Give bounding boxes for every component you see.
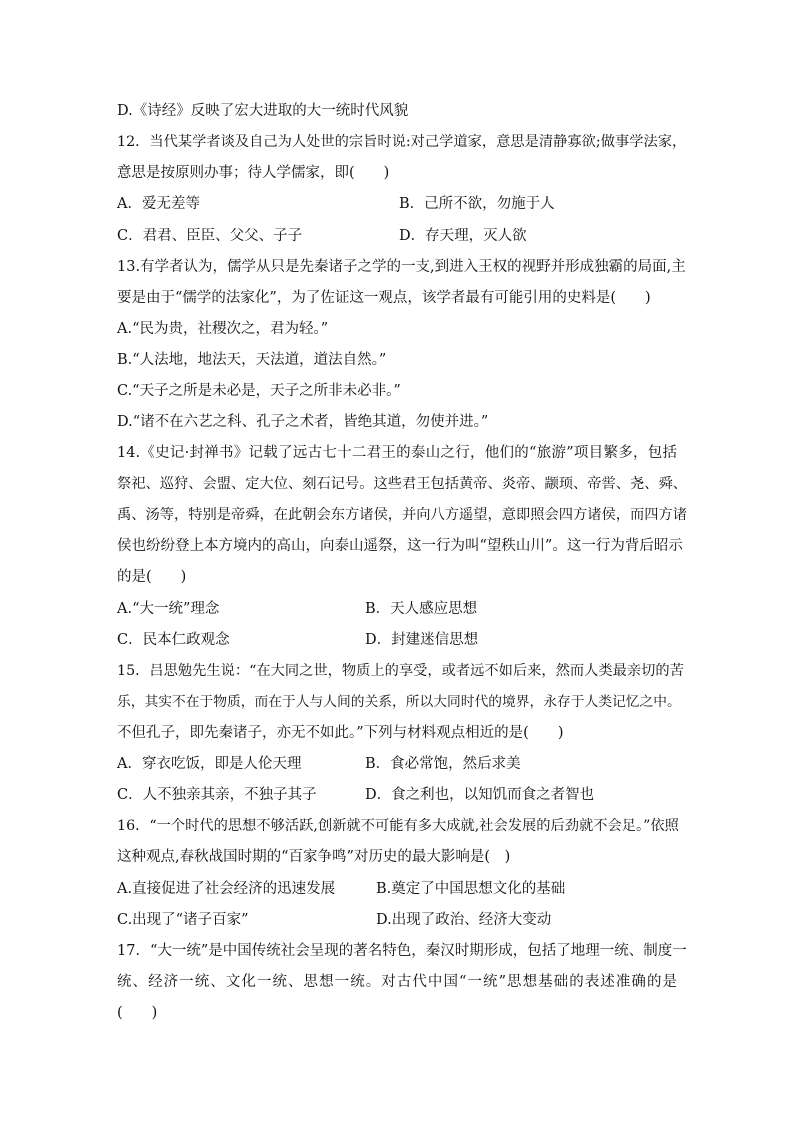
question-17-answer-blank: ( ) [117,1005,158,1021]
option-13a: A.“民为贵，社稷次之，君为轻。” [117,321,329,337]
option-12b: B．己所不欲，勿施于人 [399,196,555,212]
option-15d: D．食之利也，以知饥而食之者智也 [365,787,595,803]
question-13-stem: 13.有学者认为，儒学从只是先秦诸子之学的一支,到进入王权的视野并形成独霸的局面,主 [117,259,686,275]
question-15-stem-cont-2: 不但孔子，即先秦诸子，亦无不如此。”下列与材料观点相近的是( ) [117,725,564,741]
option-11d: D.《诗经》反映了宏大进取的大一统时代风貌 [117,103,409,119]
question-15-stem-cont-1: 乐，其实不在于物质，而在于人与人间的关系，所以大同时代的境界，永存于人类记忆之中。 [117,694,681,710]
option-16b: B.奠定了中国思想文化的基础 [376,881,566,897]
question-14-stem-cont-2: 禹、汤等，特别是帝舜，在此朝会东方诸侯，并向八方遥望，意即照会四方诸侯，而四方诸 [117,507,688,523]
question-16-stem-cont: 这种观点,春秋战国时期的“百家争鸣”对历史的最大影响是( ) [117,849,511,865]
option-13c: C.“天子之所是未必是，天子之所非未必非。” [117,383,401,399]
option-16d: D.出现了政治、经济大变动 [376,912,552,928]
option-14b: B．天人感应思想 [365,601,478,617]
question-14-stem-cont-3: 侯也纷纷登上本方境内的高山，向泰山遥祭，这一行为叫“望秩山川”。这一行为背后昭示 [117,538,683,554]
question-14-stem-cont-1: 祭祀、巡狩、会盟、定大位、刻石记号。这些君王包括黄帝、炎帝、颛顼、帝喾、尧、舜、 [117,476,688,492]
option-16c: C.出现了“诸子百家” [117,912,249,928]
option-12d: D．存天理，灭人欲 [399,228,527,244]
option-15c: C．人不独亲其亲，不独子其子 [117,787,317,803]
option-14c: C．民本仁政观念 [117,632,230,648]
question-14-stem: 14.《史记·封禅书》记载了远古七十二君王的泰山之行，他们的“旅游”项目繁多，包括 [117,445,677,461]
option-14d: D．封建迷信思想 [365,632,479,648]
option-14a: A.“大一统”理念 [117,601,220,617]
question-17-stem: 17．“大一统”是中国传统社会呈现的著名特色，秦汉时期形成，包括了地理一统、制度一 [117,943,687,959]
question-12-stem-cont: 意思是按原则办事；待人学儒家，即( ) [117,165,390,181]
option-13b: B.“人法地，地法天，天法道，道法自然。” [117,352,387,368]
question-17-stem-cont: 统、经济一统、文化一统、思想一统。对古代中国“一统”思想基础的表述准确的是 [117,974,677,990]
option-13d: D.“诸不在六艺之科、孔子之术者，皆绝其道，勿使并进。” [117,414,489,430]
question-13-stem-cont: 要是由于“儒学的法家化”，为了佐证这一观点，该学者最有可能引用的史料是( ) [117,290,651,306]
question-15-stem: 15．吕思勉先生说：“在大同之世，物质上的享受，或者远不如后来，然而人类最亲切的苦 [117,663,684,679]
option-12c: C．君君、臣臣、父父、子子 [117,228,303,244]
option-15a: A．穿衣吃饭，即是人伦天理 [117,756,302,772]
question-12-stem: 12．当代某学者谈及自己为人处世的宗旨时说:对己学道家，意思是清静寡欲;做事学法家， [117,134,687,150]
option-12a: A．爱无差等 [117,196,200,212]
question-16-stem: 16．“一个时代的思想不够活跃,创新就不可能有多大成就,社会发展的后劲就不会足。”依照 [117,818,679,834]
option-16a: A.直接促进了社会经济的迅速发展 [117,881,336,897]
question-14-stem-cont-4: 的是( ) [117,569,187,585]
option-15b: B．食必常饱，然后求美 [365,756,521,772]
